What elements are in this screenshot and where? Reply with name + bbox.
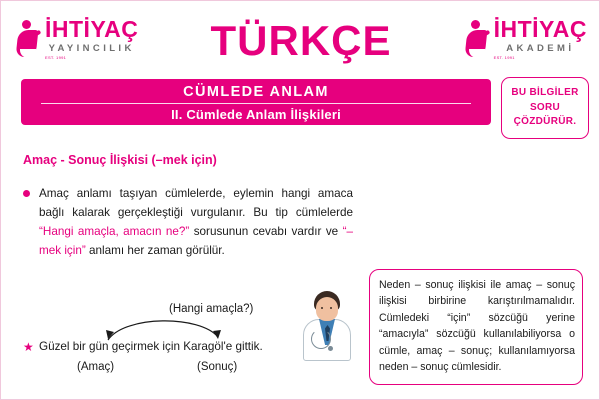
star-bullet-icon: ★ bbox=[23, 340, 34, 354]
page-header bbox=[1, 1, 600, 73]
logo-right-text bbox=[494, 18, 587, 60]
logo-ihtiyac-akademi bbox=[464, 18, 587, 60]
note-line-1: BU BİLGİLER bbox=[511, 87, 579, 99]
example-label-amac: (Amaç) bbox=[77, 361, 115, 373]
topic-banner bbox=[21, 79, 491, 125]
info-box-text: Neden – sonuç ilişkisi ile amaç – sonuç ilişkisi birbirine karıştırılmamalıdır. Cümledeki “için” sözcüğü yerine “amacıyla” sözcüğü kullanılabiliyorsa o cümle, amaç – sonuç; kullanılamıyorsa neden – sonuç cümlesidir. bbox=[379, 279, 575, 374]
running-figure-icon-right bbox=[464, 19, 490, 59]
paragraph-part-3: anlamı her zaman görülür. bbox=[85, 243, 225, 257]
banner-divider bbox=[41, 103, 471, 104]
paragraph-quote-2: “–mek için” bbox=[39, 224, 353, 257]
logo-ihtiyac-yayincilik bbox=[15, 18, 138, 60]
logo-left-tiny: EST. 1991 bbox=[45, 54, 67, 60]
example-label-sonuc: (Sonuç) bbox=[197, 361, 238, 373]
main-paragraph bbox=[23, 185, 353, 261]
curved-arrow-icon bbox=[105, 317, 225, 341]
note-badge bbox=[501, 77, 589, 139]
logo-right-sub: AKADEMİ bbox=[506, 43, 575, 55]
section-title: Amaç - Sonuç İlişkisi (–mek için) bbox=[23, 153, 217, 167]
example-question-label: (Hangi amaçla?) bbox=[169, 303, 254, 315]
doctor-avatar bbox=[297, 291, 357, 361]
banner-title: CÜMLEDE ANLAM bbox=[183, 84, 329, 100]
logo-left-text bbox=[45, 18, 138, 60]
example-sentence: Güzel bir gün geçirmek için Karagöl'e gittik. bbox=[39, 340, 263, 353]
paragraph-quote-1: “Hangi amaçla, amacın ne?” bbox=[39, 224, 190, 238]
running-figure-icon bbox=[15, 19, 41, 59]
note-line-2: SORU bbox=[529, 101, 561, 113]
logo-right-tiny: EST. 1991 bbox=[493, 54, 515, 60]
paragraph-part-1: Amaç anlamı taşıyan cümlelerde, eylemin hangi amaca bağlı kalarak gerçekleştiği vurgulanır. Bu tip cümlelerde bbox=[39, 187, 353, 219]
paragraph-part-2: sorusunun cevabı vardır ve bbox=[189, 224, 343, 238]
note-line-3: ÇÖZDÜRÜR. bbox=[513, 116, 577, 128]
banner-subtitle: II. Cümlede Anlam İlişkileri bbox=[171, 107, 341, 122]
logo-left-main: İHTİYAÇ bbox=[45, 16, 139, 43]
page-title: TÜRKÇE bbox=[210, 17, 392, 64]
logo-right-main: İHTİYAÇ bbox=[493, 16, 587, 43]
logo-left-sub: YAYINCILIK bbox=[48, 43, 135, 55]
